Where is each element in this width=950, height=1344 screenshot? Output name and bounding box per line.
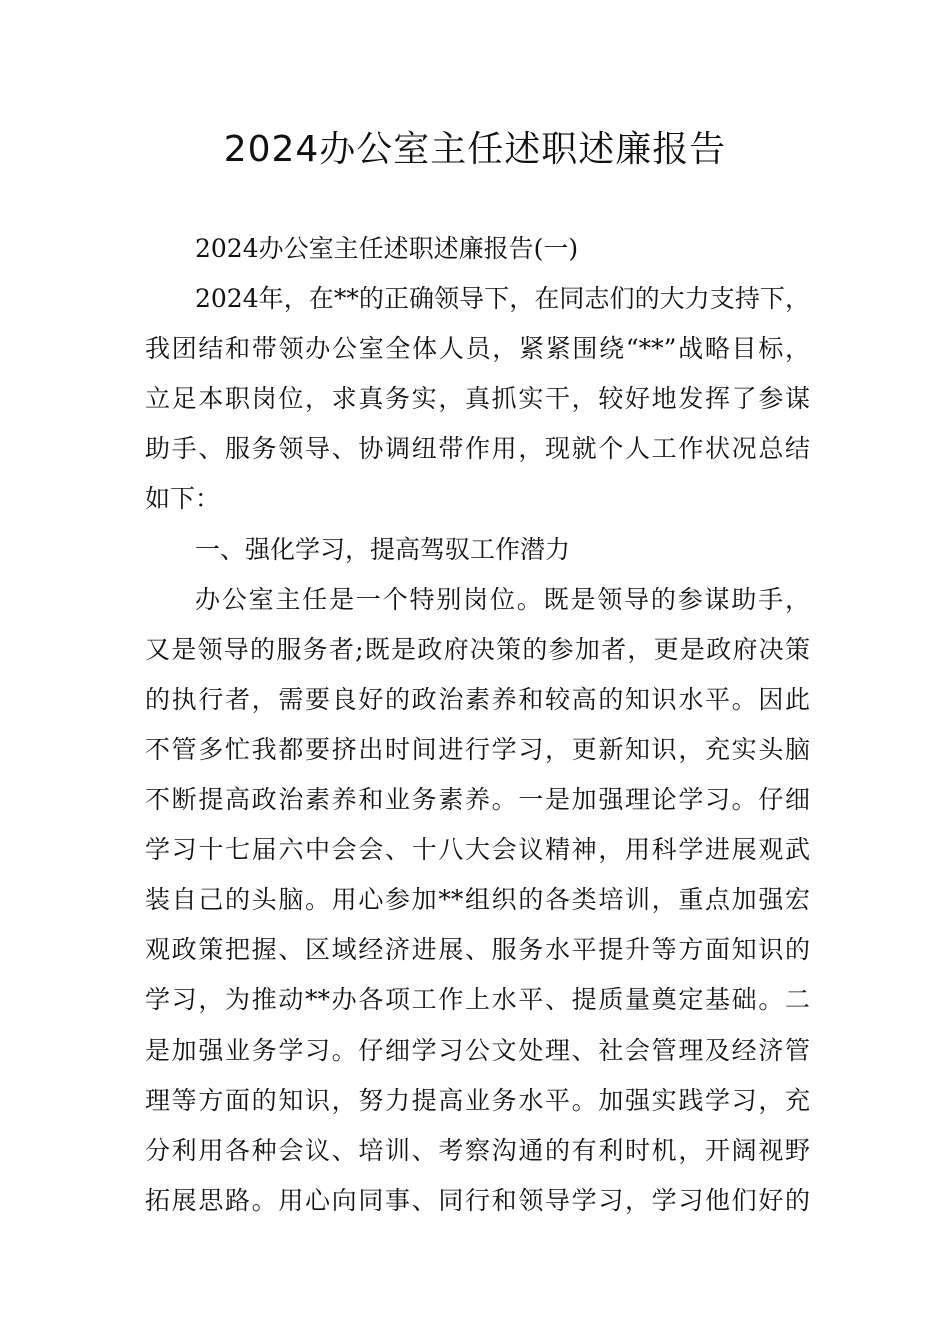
paragraph-line: 立足本职岗位，求真务实，真抓实干，较好地发挥了参谋 [145, 384, 810, 414]
paragraph-line: 的执行者，需要良好的政治素养和较高的知识水平。因此 [145, 684, 810, 714]
paragraph-line: 观政策把握、区域经济进展、服务水平提升等方面知识的 [145, 935, 810, 965]
paragraph-line: 拓展思路。用心向同事、同行和领导学习，学习他们好的 [145, 1185, 810, 1215]
paragraph-line: 又是领导的服务者;既是政府决策的参加者，更是政府决策 [145, 634, 810, 664]
paragraph-line: 助手、服务领导、协调纽带作用，现就个人工作状况总结 [145, 434, 810, 464]
document-body [145, 224, 810, 1226]
paragraph-line: 学习十七届六中会会、十八大会议精神，用科学进展观武 [145, 835, 810, 865]
paragraph-line: 不管多忙我都要挤出时间进行学习，更新知识，充实头脑 [145, 734, 810, 764]
paragraph-line: 理等方面的知识，努力提高业务水平。加强实践学习，充 [145, 1085, 810, 1115]
section-heading: 2024办公室主任述职述廉报告(一) [195, 234, 579, 263]
paragraph-line: 是加强业务学习。仔细学习公文处理、社会管理及经济管 [145, 1035, 810, 1065]
paragraph-line: 学习，为推动**办各项工作上水平、提质量奠定基础。二 [145, 985, 810, 1015]
paragraph-line: 分利用各种会议、培训、考察沟通的有利时机，开阔视野 [145, 1135, 810, 1165]
document-title: 2024办公室主任述职述廉报告 [223, 129, 727, 170]
paragraph-line: 装自己的头脑。用心参加**组织的各类培训，重点加强宏 [145, 885, 810, 915]
paragraph-line: 我团结和带领办公室全体人员，紧紧围绕“**”战略目标， [145, 334, 810, 364]
paragraph-line: 2024年，在**的正确领导下，在同志们的大力支持下， [195, 284, 810, 314]
paragraph-line: 办公室主任是一个特别岗位。既是领导的参谋助手， [195, 584, 810, 614]
subsection-heading: 一、强化学习，提高驾驭工作潜力 [195, 534, 571, 564]
paragraph-line: 如下： [145, 484, 221, 514]
paragraph-line: 不断提高政治素养和业务素养。一是加强理论学习。仔细 [145, 785, 810, 815]
